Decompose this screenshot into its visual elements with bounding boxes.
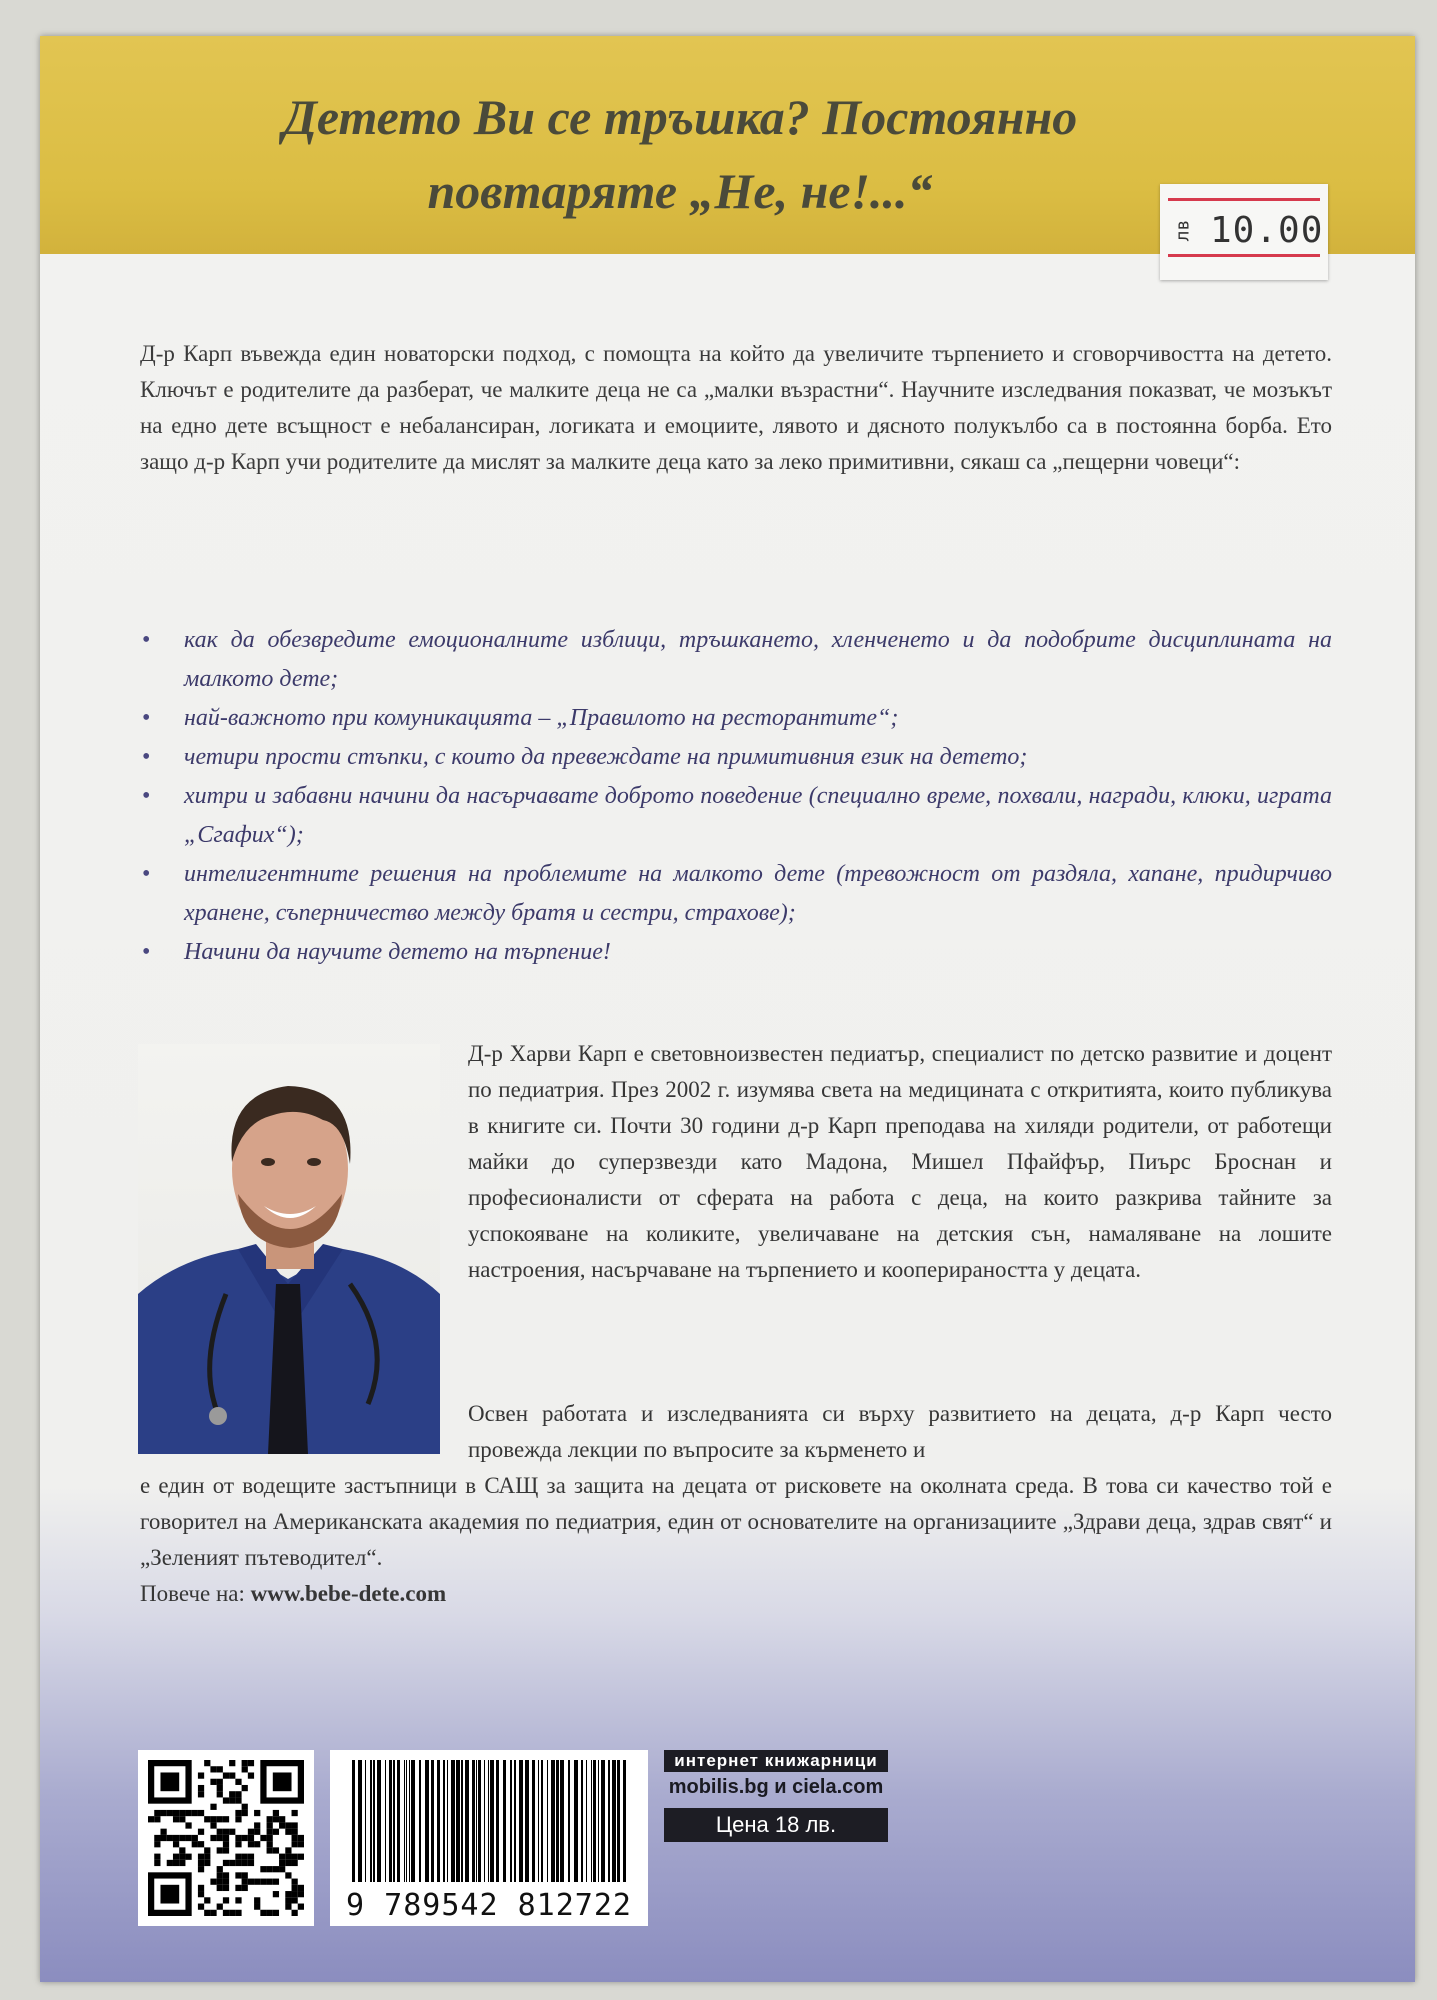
more-info-label: Повече на: — [140, 1581, 245, 1606]
author-bio-paragraph-2b: е един от водещите застъпници в САЩ за защита на децата от рисковете на околната среда. В това си качество той е говорител на Американската академия по педиатрия, един от основателите на организациите „Здрави деца, здрав свят“ и „Зеленият пътеводител“. — [140, 1473, 1332, 1570]
barcode — [330, 1750, 648, 1926]
more-info-line — [140, 1576, 446, 1612]
sticker-currency: лв — [1172, 219, 1194, 242]
author-bio-paragraph-2a: Освен работата и изследванията си върху развитието на децата, д-р Карп често провежда лекции по въпросите за кърменето и — [468, 1401, 1332, 1462]
feature-item: • хитри и забавни начини да насърчавате доброто поведение (специално време, похвали, награди, клюки, играта „Сгафих“); — [140, 777, 1332, 855]
isbn-number: 9 789542 812722 — [346, 1888, 632, 1923]
feature-item: • най-важното при комуникацията – „Правилото на ресторантите“; — [140, 699, 1332, 738]
price-sticker — [1160, 184, 1328, 280]
feature-item: • интелигентните решения на проблемите на малкото дете (тревожност от раздяла, хапане, придирчиво хранене, съперничество между братя и сестри, страхове); — [140, 855, 1332, 933]
author-photo — [138, 1044, 440, 1454]
barcode-bars — [330, 1750, 648, 1890]
author-bio-paragraph: Д-р Харви Карп е световноизвестен педиатър, специалист по детско развитие и доцент по педиатрия. През 2002 г. изумява света на медицината с откритията, които публикува в книгите си. Почти 30 години д-р Карп преподава на хиляди родители, от работещи майки до суперзвезди като Мадона, Мишел Пфайфър, Пиърс Броснан и професионалисти от сферата на работа с деца, на които разкрива тайните за успокояване на коликите, увеличаване на детския сън, намаляване на лошите настроения, насърчаване на търпението и кооперираността у децата. — [468, 1041, 1332, 1282]
feature-item: • как да обезвредите емоционалните изблици, тръшкането, хленченето и да подобрите дисциплината на малкото дете; — [140, 621, 1332, 699]
sticker-price: 10.00 — [1210, 210, 1324, 251]
author-portrait-illustration — [138, 1044, 440, 1454]
qr-code-graphic — [148, 1760, 304, 1916]
qr-code — [138, 1750, 314, 1926]
book-back-cover — [40, 36, 1415, 1982]
headline-line-1: Детето Ви се тръшка? Постоянно — [282, 89, 1078, 145]
headline-line-2: повтаряте „Не, не!...“ — [427, 163, 933, 219]
shop-heading: интернет книжарници — [664, 1750, 888, 1772]
shop-sites: mobilis.bg и ciela.com — [668, 1776, 884, 1798]
website-link[interactable]: www.bebe-dete.com — [250, 1581, 447, 1606]
feature-item: • четири прости стъпки, с които да превеждате на примитивния език на детето; — [140, 738, 1332, 777]
sticker-line — [1168, 254, 1320, 257]
feature-item: • Начини да научите детето на търпение! — [140, 933, 1332, 972]
sticker-line — [1168, 198, 1320, 201]
feature-list — [140, 621, 1332, 972]
cover-price: Цена 18 лв. — [664, 1808, 888, 1842]
intro-paragraph: Д-р Карп въвежда един новаторски подход, с помощта на който да увеличите търпението и сговорчивостта на детето. Ключът е родителите да разберат, че малките деца не са „малки възрастни“. Научните изследвания показват, че мозъкът на едно дете всъщност е небалансиран, логиката и емоциите, лявото и дясното полукълбо са в постоянна борба. Ето защо д-р Карп учи родителите да мислят за малките деца като за леко примитивни, сякаш са „пещерни човеци“: — [140, 341, 1332, 474]
